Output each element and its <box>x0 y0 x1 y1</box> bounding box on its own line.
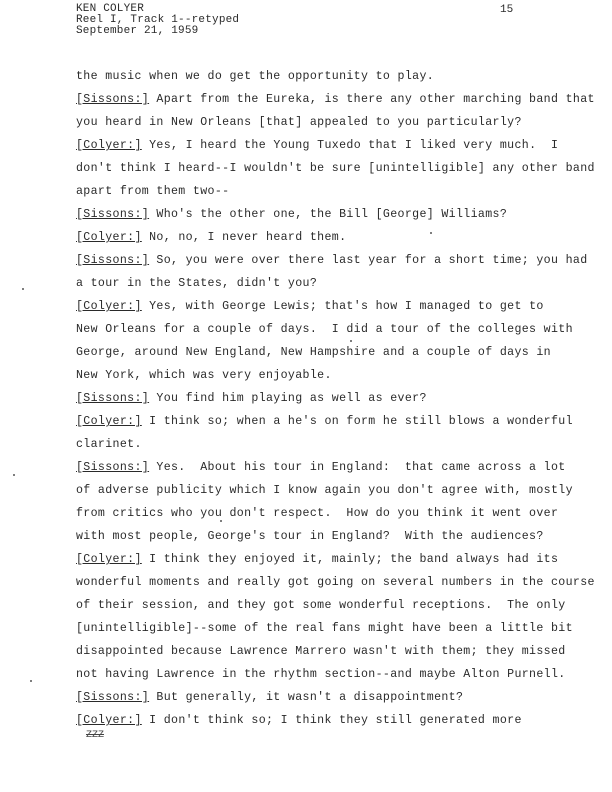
header-reel: Reel I, Track 1--retyped <box>76 14 240 26</box>
line-text: I think they enjoyed it, mainly; the band always had its <box>141 553 559 566</box>
transcript-line <box>76 117 522 129</box>
line-text: wonderful moments and really got going on several numbers in the course <box>76 576 595 589</box>
line-text: George, around New England, New Hampshire and a couple of days in <box>76 346 551 359</box>
transcript-line <box>76 232 346 244</box>
scan-speck <box>350 340 352 342</box>
speaker-label: [Sissons:] <box>76 208 150 221</box>
transcript-line <box>76 324 573 336</box>
transcript-line <box>76 163 595 175</box>
transcript-line <box>76 278 317 290</box>
line-text: apart from them two-- <box>76 185 230 198</box>
speaker-label: [Sissons:] <box>76 691 150 704</box>
transcript-line <box>76 301 544 313</box>
transcript-line <box>76 577 595 589</box>
line-text: the music when we do get the opportunity to play. <box>76 70 435 83</box>
line-text: a tour in the States, didn't you? <box>76 277 318 290</box>
transcript-line <box>76 209 507 221</box>
line-text: of their session, and they got some wonderful receptions. The only <box>76 599 566 612</box>
speaker-label: [Colyer:] <box>76 300 142 313</box>
speaker-label: [Sissons:] <box>76 254 150 267</box>
line-text: You find him playing as well as ever? <box>149 392 427 405</box>
transcript-line <box>76 255 588 267</box>
scan-speck <box>13 474 15 476</box>
line-text: New York, which was very enjoyable. <box>76 369 332 382</box>
speaker-label: [Colyer:] <box>76 231 142 244</box>
line-text: I don't think so; I think they still generated more <box>141 714 522 727</box>
line-text: disappointed because Lawrence Marrero wasn't with them; they missed <box>76 645 566 658</box>
transcript-line <box>76 416 573 428</box>
footer-initials: ZZZ <box>86 730 105 741</box>
line-text: Yes, with George Lewis; that's how I managed to get to <box>141 300 544 313</box>
transcript-line <box>76 646 566 658</box>
line-text: [unintelligible]--some of the real fans might have been a little bit <box>76 622 573 635</box>
line-text: don't think I heard--I wouldn't be sure [unintelligible] any other band <box>76 162 595 175</box>
transcript-line <box>76 71 434 83</box>
speaker-label: [Colyer:] <box>76 714 142 727</box>
line-text: of adverse publicity which I know again you don't agree with, mostly <box>76 484 573 497</box>
line-text: from critics who you don't respect. How do you think it went over <box>76 507 559 520</box>
speaker-label: [Sissons:] <box>76 392 150 405</box>
transcript-line <box>76 347 551 359</box>
transcript-line <box>76 531 544 543</box>
page-number: 15 <box>500 4 514 16</box>
line-text: Yes. About his tour in England: that came across a lot <box>149 461 566 474</box>
line-text: you heard in New Orleans [that] appealed to you particularly? <box>76 116 522 129</box>
transcript-line <box>76 508 558 520</box>
transcript-line <box>76 623 573 635</box>
line-text: I think so; when a he's on form he still blows a wonderful <box>141 415 573 428</box>
transcript-line <box>76 439 142 451</box>
transcript-line <box>76 669 566 681</box>
speaker-label: [Sissons:] <box>76 93 150 106</box>
line-text: clarinet. <box>76 438 142 451</box>
line-text: Who's the other one, the Bill [George] Williams? <box>149 208 508 221</box>
speaker-label: [Colyer:] <box>76 553 142 566</box>
line-text: Apart from the Eureka, is there any other marching band that <box>149 93 595 106</box>
line-text: So, you were over there last year for a short time; you had <box>149 254 588 267</box>
transcript-line <box>76 485 573 497</box>
transcript-line <box>76 715 522 727</box>
line-text: with most people, George's tour in England? With the audiences? <box>76 530 544 543</box>
transcript-line <box>76 393 427 405</box>
transcript-line <box>76 554 558 566</box>
header-date: September 21, 1959 <box>76 25 199 37</box>
line-text: But generally, it wasn't a disappointment? <box>149 691 464 704</box>
speaker-label: [Colyer:] <box>76 415 142 428</box>
scan-speck <box>220 520 222 522</box>
transcript-line <box>76 186 229 198</box>
line-text: New Orleans for a couple of days. I did a tour of the colleges with <box>76 323 573 336</box>
line-text: No, no, I never heard them. <box>141 231 347 244</box>
transcript-line <box>76 370 332 382</box>
transcript-line <box>76 94 595 106</box>
speaker-label: [Colyer:] <box>76 139 142 152</box>
scan-speck <box>22 288 24 290</box>
transcript-line <box>76 692 463 704</box>
scan-speck <box>430 232 432 234</box>
header-name: KEN COLYER <box>76 3 145 15</box>
speaker-label: [Sissons:] <box>76 461 150 474</box>
transcript-line <box>76 462 566 474</box>
transcript-line <box>76 600 566 612</box>
transcript-line <box>76 140 558 152</box>
line-text: not having Lawrence in the rhythm section--and maybe Alton Purnell. <box>76 668 566 681</box>
scan-speck <box>30 680 32 682</box>
line-text: Yes, I heard the Young Tuxedo that I liked very much. I <box>141 139 559 152</box>
